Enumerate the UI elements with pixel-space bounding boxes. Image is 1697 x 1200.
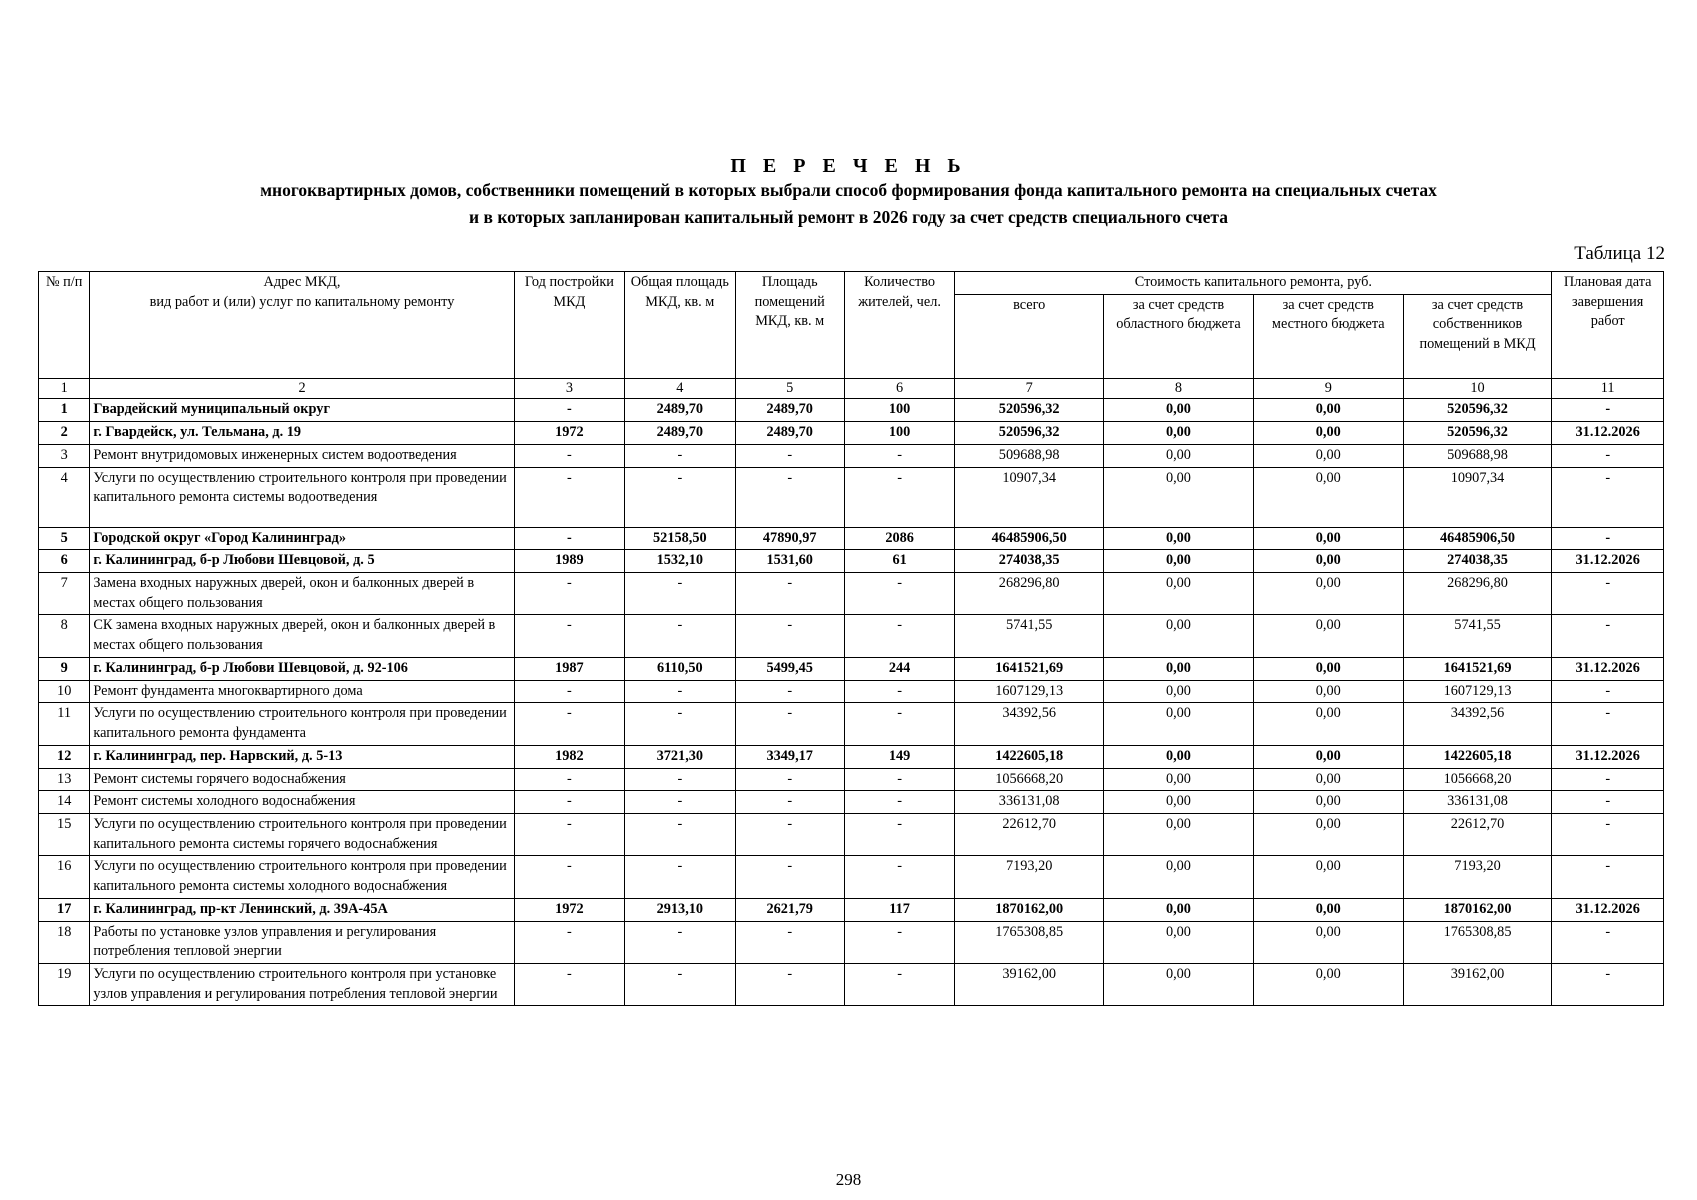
row-number: 8: [39, 615, 90, 657]
column-number: 7: [955, 378, 1104, 399]
row-cost-owners: 1765308,85: [1403, 921, 1552, 963]
row-residents: -: [844, 921, 954, 963]
row-end-date: -: [1552, 921, 1664, 963]
row-area-rooms: 47890,97: [735, 527, 844, 550]
row-number: 12: [39, 745, 90, 768]
row-number: 9: [39, 657, 90, 680]
row-cost-local: 0,00: [1253, 657, 1403, 680]
row-cost-regional: 0,00: [1104, 657, 1254, 680]
row-area-rooms: -: [735, 680, 844, 703]
row-cost-total: 520596,32: [955, 399, 1104, 422]
row-address: Работы по установке узлов управления и регулирования потребления тепловой энергии: [90, 921, 514, 963]
row-area-total: 3721,30: [625, 745, 735, 768]
row-number: 19: [39, 963, 90, 1005]
row-residents: -: [844, 680, 954, 703]
row-cost-local: 0,00: [1253, 467, 1403, 527]
row-end-date: -: [1552, 703, 1664, 745]
row-residents: 2086: [844, 527, 954, 550]
row-area-rooms: 2621,79: [735, 898, 844, 921]
row-year: -: [514, 467, 624, 527]
row-cost-total: 1422605,18: [955, 745, 1104, 768]
row-area-rooms: 2489,70: [735, 422, 844, 445]
row-area-total: -: [625, 703, 735, 745]
row-cost-local: 0,00: [1253, 813, 1403, 855]
row-address: г. Калининград, б-р Любови Шевцовой, д. 5: [90, 550, 514, 573]
table-row: [39, 768, 1664, 791]
table-row: [39, 573, 1664, 615]
row-cost-local: 0,00: [1253, 550, 1403, 573]
row-cost-owners: 268296,80: [1403, 573, 1552, 615]
table-row: [39, 898, 1664, 921]
row-cost-owners: 34392,56: [1403, 703, 1552, 745]
row-area-rooms: 3349,17: [735, 745, 844, 768]
row-residents: 149: [844, 745, 954, 768]
row-cost-total: 10907,34: [955, 467, 1104, 527]
row-end-date: 31.12.2026: [1552, 898, 1664, 921]
row-area-total: -: [625, 573, 735, 615]
row-year: 1982: [514, 745, 624, 768]
row-end-date: 31.12.2026: [1552, 657, 1664, 680]
table-row: [39, 791, 1664, 814]
row-address: г. Калининград, пр-кт Ленинский, д. 39А-45А: [90, 898, 514, 921]
row-area-rooms: -: [735, 856, 844, 898]
row-cost-regional: 0,00: [1104, 680, 1254, 703]
row-cost-total: 1870162,00: [955, 898, 1104, 921]
row-cost-total: 34392,56: [955, 703, 1104, 745]
column-number: 3: [514, 378, 624, 399]
row-cost-owners: 509688,98: [1403, 444, 1552, 467]
row-end-date: -: [1552, 768, 1664, 791]
row-cost-local: 0,00: [1253, 573, 1403, 615]
header-num: № п/п: [39, 272, 90, 379]
row-cost-regional: 0,00: [1104, 791, 1254, 814]
header-end-date: Плановая дата завершения работ: [1552, 272, 1664, 379]
row-area-rooms: 2489,70: [735, 399, 844, 422]
header-address-sub: вид работ и (или) услуг по капитальному ремонту: [149, 293, 455, 310]
row-address: Услуги по осуществлению строительного контроля при проведении капитального ремонта системы горячего водоснабжения: [90, 813, 514, 855]
row-address: Услуги по осуществлению строительного контроля при проведении капитального ремонта системы холодного водоснабжения: [90, 856, 514, 898]
header-area-rooms: Площадь помещений МКД, кв. м: [735, 272, 844, 379]
row-cost-owners: 5741,55: [1403, 615, 1552, 657]
row-cost-regional: 0,00: [1104, 550, 1254, 573]
row-area-rooms: 5499,45: [735, 657, 844, 680]
row-number: 5: [39, 527, 90, 550]
row-cost-regional: 0,00: [1104, 963, 1254, 1005]
document-subtitle-line1: многоквартирных домов, собственники помещений в которых выбрали способ формирования фонда капитального ремонта на специальных счетах: [260, 180, 1437, 200]
row-cost-regional: 0,00: [1104, 703, 1254, 745]
row-end-date: -: [1552, 573, 1664, 615]
row-cost-total: 1765308,85: [955, 921, 1104, 963]
table-row: [39, 963, 1664, 1005]
row-address: Услуги по осуществлению строительного контроля при установке узлов управления и регулирования потребления тепловой энергии: [90, 963, 514, 1005]
row-end-date: -: [1552, 963, 1664, 1005]
row-year: -: [514, 444, 624, 467]
row-area-rooms: -: [735, 768, 844, 791]
row-area-rooms: -: [735, 791, 844, 814]
row-area-total: -: [625, 921, 735, 963]
header-cost-group: Стоимость капитального ремонта, руб.: [955, 272, 1552, 295]
row-year: -: [514, 573, 624, 615]
row-end-date: -: [1552, 615, 1664, 657]
column-number: 11: [1552, 378, 1664, 399]
row-number: 3: [39, 444, 90, 467]
row-area-rooms: -: [735, 921, 844, 963]
row-cost-regional: 0,00: [1104, 444, 1254, 467]
row-address: Ремонт системы горячего водоснабжения: [90, 768, 514, 791]
row-residents: 100: [844, 422, 954, 445]
row-address: Городской округ «Город Калининград»: [90, 527, 514, 550]
header-year: Год постройки МКД: [514, 272, 624, 379]
header-cost-owners: за счет средств собственников помещений в МКД: [1403, 294, 1552, 378]
row-cost-regional: 0,00: [1104, 399, 1254, 422]
row-area-rooms: -: [735, 615, 844, 657]
row-year: -: [514, 856, 624, 898]
row-area-total: -: [625, 963, 735, 1005]
header-address: [90, 272, 514, 379]
row-year: -: [514, 921, 624, 963]
row-cost-regional: 0,00: [1104, 467, 1254, 527]
document-title: П Е Р Е Ч Е Н Ь: [730, 155, 967, 177]
row-residents: -: [844, 963, 954, 1005]
row-end-date: -: [1552, 467, 1664, 527]
row-cost-owners: 1056668,20: [1403, 768, 1552, 791]
column-number-row: [39, 378, 1664, 399]
row-end-date: 31.12.2026: [1552, 550, 1664, 573]
row-end-date: 31.12.2026: [1552, 745, 1664, 768]
column-number: 1: [39, 378, 90, 399]
row-cost-total: 5741,55: [955, 615, 1104, 657]
row-year: -: [514, 963, 624, 1005]
row-end-date: -: [1552, 813, 1664, 855]
row-year: 1987: [514, 657, 624, 680]
row-cost-local: 0,00: [1253, 399, 1403, 422]
row-cost-local: 0,00: [1253, 963, 1403, 1005]
column-number: 6: [844, 378, 954, 399]
row-residents: 100: [844, 399, 954, 422]
row-area-total: -: [625, 467, 735, 527]
row-cost-regional: 0,00: [1104, 745, 1254, 768]
row-area-total: -: [625, 615, 735, 657]
table-row: [39, 921, 1664, 963]
row-area-total: 2489,70: [625, 422, 735, 445]
row-area-total: 1532,10: [625, 550, 735, 573]
row-address: Услуги по осуществлению строительного контроля при проведении капитального ремонта системы водоотведения: [90, 467, 514, 527]
header-row: [39, 272, 1664, 295]
row-number: 14: [39, 791, 90, 814]
row-cost-regional: 0,00: [1104, 573, 1254, 615]
table-row: [39, 527, 1664, 550]
row-address: г. Гвардейск, ул. Тельмана, д. 19: [90, 422, 514, 445]
row-end-date: -: [1552, 527, 1664, 550]
row-number: 2: [39, 422, 90, 445]
row-end-date: -: [1552, 680, 1664, 703]
table-row: [39, 813, 1664, 855]
row-cost-total: 268296,80: [955, 573, 1104, 615]
row-area-total: 2489,70: [625, 399, 735, 422]
row-residents: -: [844, 444, 954, 467]
row-cost-regional: 0,00: [1104, 615, 1254, 657]
row-cost-regional: 0,00: [1104, 768, 1254, 791]
row-cost-total: 520596,32: [955, 422, 1104, 445]
row-cost-total: 274038,35: [955, 550, 1104, 573]
row-area-rooms: -: [735, 467, 844, 527]
row-number: 15: [39, 813, 90, 855]
row-area-total: 2913,10: [625, 898, 735, 921]
row-cost-local: 0,00: [1253, 680, 1403, 703]
row-address: Ремонт внутридомовых инженерных систем водоотведения: [90, 444, 514, 467]
row-area-total: -: [625, 791, 735, 814]
row-cost-regional: 0,00: [1104, 921, 1254, 963]
row-year: -: [514, 768, 624, 791]
table-row: [39, 856, 1664, 898]
row-cost-local: 0,00: [1253, 791, 1403, 814]
row-address: Ремонт фундамента многоквартирного дома: [90, 680, 514, 703]
header-residents: Количество жителей, чел.: [844, 272, 954, 379]
row-cost-total: 22612,70: [955, 813, 1104, 855]
row-cost-owners: 46485906,50: [1403, 527, 1552, 550]
column-number: 5: [735, 378, 844, 399]
table-row: [39, 550, 1664, 573]
row-address: Услуги по осуществлению строительного контроля при проведении капитального ремонта фундамента: [90, 703, 514, 745]
row-residents: 61: [844, 550, 954, 573]
row-year: 1972: [514, 422, 624, 445]
table-row: [39, 467, 1664, 527]
row-cost-owners: 22612,70: [1403, 813, 1552, 855]
row-residents: -: [844, 791, 954, 814]
row-year: -: [514, 527, 624, 550]
row-area-total: -: [625, 444, 735, 467]
row-year: -: [514, 813, 624, 855]
row-address: Гвардейский муниципальный округ: [90, 399, 514, 422]
table-row: [39, 444, 1664, 467]
header-cost-regional: за счет средств областного бюджета: [1104, 294, 1254, 378]
row-end-date: -: [1552, 444, 1664, 467]
row-number: 4: [39, 467, 90, 527]
row-number: 18: [39, 921, 90, 963]
row-area-total: -: [625, 680, 735, 703]
header-cost-local: за счет средств местного бюджета: [1253, 294, 1403, 378]
table-body: [39, 399, 1664, 1006]
row-cost-total: 1607129,13: [955, 680, 1104, 703]
row-cost-total: 509688,98: [955, 444, 1104, 467]
row-cost-owners: 274038,35: [1403, 550, 1552, 573]
row-end-date: -: [1552, 791, 1664, 814]
row-number: 1: [39, 399, 90, 422]
row-residents: -: [844, 703, 954, 745]
row-number: 7: [39, 573, 90, 615]
row-address: Ремонт системы холодного водоснабжения: [90, 791, 514, 814]
row-area-total: -: [625, 768, 735, 791]
row-cost-regional: 0,00: [1104, 898, 1254, 921]
row-cost-local: 0,00: [1253, 444, 1403, 467]
row-cost-total: 336131,08: [955, 791, 1104, 814]
row-residents: 117: [844, 898, 954, 921]
row-cost-local: 0,00: [1253, 921, 1403, 963]
row-number: 13: [39, 768, 90, 791]
row-area-rooms: 1531,60: [735, 550, 844, 573]
row-address: г. Калининград, б-р Любови Шевцовой, д. 92-106: [90, 657, 514, 680]
row-cost-local: 0,00: [1253, 703, 1403, 745]
row-cost-owners: 520596,32: [1403, 399, 1552, 422]
header-address-title: Адрес МКД,: [263, 274, 341, 290]
row-number: 6: [39, 550, 90, 573]
row-area-rooms: -: [735, 963, 844, 1005]
row-cost-regional: 0,00: [1104, 813, 1254, 855]
row-cost-local: 0,00: [1253, 768, 1403, 791]
row-cost-total: 7193,20: [955, 856, 1104, 898]
column-number: 9: [1253, 378, 1403, 399]
row-year: -: [514, 399, 624, 422]
document-subtitle-line2: и в которых запланирован капитальный ремонт в 2026 году за счет средств специального счета: [469, 207, 1228, 227]
row-residents: -: [844, 768, 954, 791]
page-number: 298: [835, 1170, 862, 1189]
row-cost-owners: 336131,08: [1403, 791, 1552, 814]
row-address: Замена входных наружных дверей, окон и балконных дверей в местах общего пользования: [90, 573, 514, 615]
row-cost-owners: 520596,32: [1403, 422, 1552, 445]
row-end-date: 31.12.2026: [1552, 422, 1664, 445]
row-cost-local: 0,00: [1253, 527, 1403, 550]
row-cost-local: 0,00: [1253, 615, 1403, 657]
row-cost-total: 1056668,20: [955, 768, 1104, 791]
row-year: 1989: [514, 550, 624, 573]
row-cost-owners: 1422605,18: [1403, 745, 1552, 768]
row-address: г. Калининград, пер. Нарвский, д. 5-13: [90, 745, 514, 768]
table-row: [39, 703, 1664, 745]
row-residents: -: [844, 615, 954, 657]
row-cost-owners: 1870162,00: [1403, 898, 1552, 921]
row-cost-total: 39162,00: [955, 963, 1104, 1005]
row-residents: -: [844, 573, 954, 615]
row-cost-regional: 0,00: [1104, 527, 1254, 550]
row-cost-owners: 39162,00: [1403, 963, 1552, 1005]
table-row: [39, 399, 1664, 422]
row-cost-regional: 0,00: [1104, 856, 1254, 898]
row-cost-total: 1641521,69: [955, 657, 1104, 680]
column-number: 2: [90, 378, 514, 399]
row-area-rooms: -: [735, 703, 844, 745]
column-number: 4: [625, 378, 735, 399]
table-row: [39, 657, 1664, 680]
row-year: 1972: [514, 898, 624, 921]
table-label: Таблица 12: [1574, 243, 1665, 264]
row-year: -: [514, 680, 624, 703]
row-residents: 244: [844, 657, 954, 680]
row-area-total: -: [625, 813, 735, 855]
row-address: СК замена входных наружных дверей, окон и балконных дверей в местах общего пользования: [90, 615, 514, 657]
row-cost-local: 0,00: [1253, 745, 1403, 768]
row-area-rooms: -: [735, 573, 844, 615]
table-row: [39, 615, 1664, 657]
row-area-rooms: -: [735, 444, 844, 467]
column-number: 8: [1104, 378, 1254, 399]
table-row: [39, 422, 1664, 445]
row-area-rooms: -: [735, 813, 844, 855]
row-residents: -: [844, 813, 954, 855]
row-residents: -: [844, 467, 954, 527]
row-cost-local: 0,00: [1253, 898, 1403, 921]
capital-repair-table: [38, 271, 1664, 1006]
table-row: [39, 680, 1664, 703]
row-residents: -: [844, 856, 954, 898]
header-area-total: Общая площадь МКД, кв. м: [625, 272, 735, 379]
row-area-total: 6110,50: [625, 657, 735, 680]
row-cost-owners: 10907,34: [1403, 467, 1552, 527]
row-cost-owners: 1607129,13: [1403, 680, 1552, 703]
column-number: 10: [1403, 378, 1552, 399]
row-cost-local: 0,00: [1253, 422, 1403, 445]
header-cost-total: всего: [955, 294, 1104, 378]
row-area-total: -: [625, 856, 735, 898]
row-end-date: -: [1552, 399, 1664, 422]
row-number: 17: [39, 898, 90, 921]
row-cost-total: 46485906,50: [955, 527, 1104, 550]
row-number: 11: [39, 703, 90, 745]
row-year: -: [514, 615, 624, 657]
row-cost-regional: 0,00: [1104, 422, 1254, 445]
row-area-total: 52158,50: [625, 527, 735, 550]
row-cost-owners: 1641521,69: [1403, 657, 1552, 680]
row-number: 16: [39, 856, 90, 898]
row-year: -: [514, 791, 624, 814]
row-cost-local: 0,00: [1253, 856, 1403, 898]
row-end-date: -: [1552, 856, 1664, 898]
row-cost-owners: 7193,20: [1403, 856, 1552, 898]
row-number: 10: [39, 680, 90, 703]
row-year: -: [514, 703, 624, 745]
table-row: [39, 745, 1664, 768]
